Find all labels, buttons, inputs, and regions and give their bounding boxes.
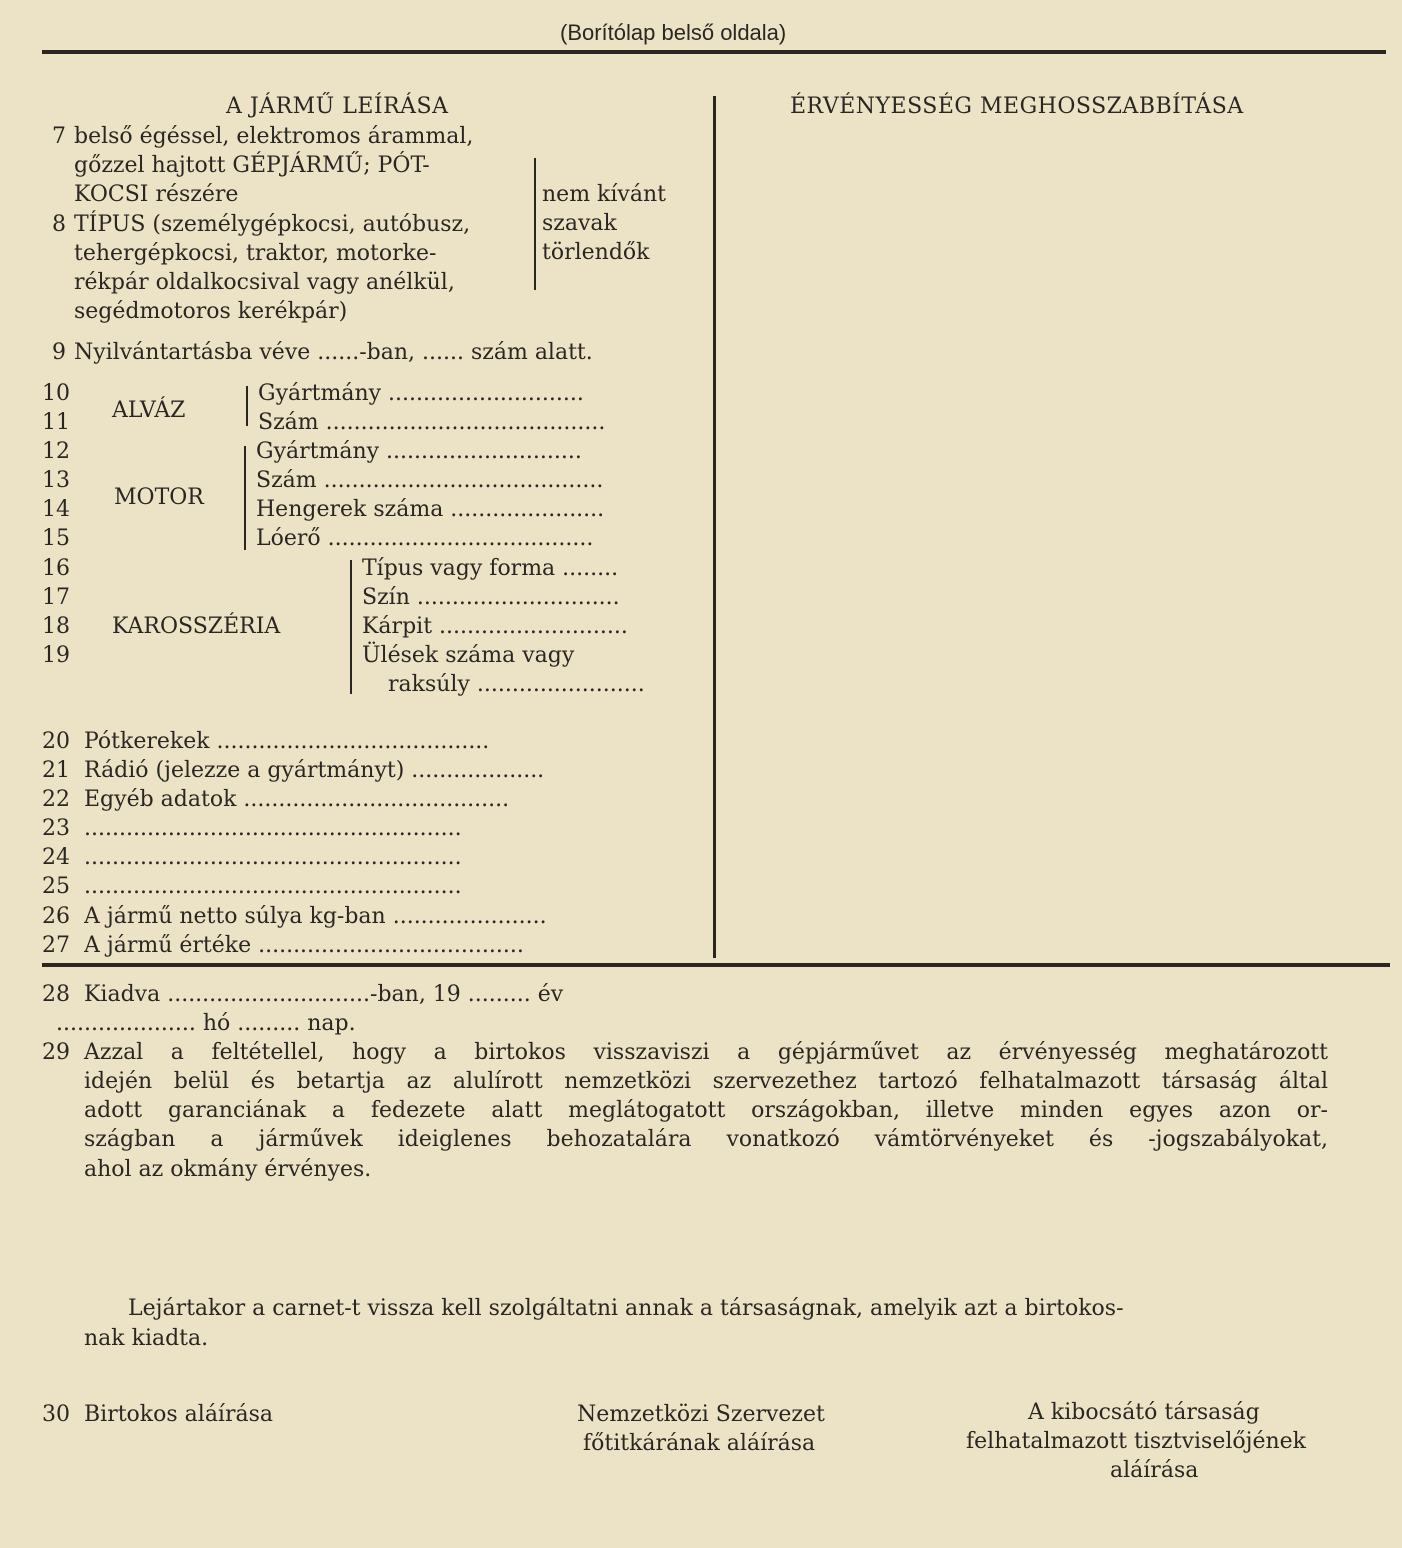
condition-line-3: adott garanciának a fedezete alatt meglátogatott országokban, illetve minden egyes azon or- bbox=[84, 1098, 1328, 1123]
top-rule bbox=[42, 50, 1386, 54]
issuer-signature-line-1: A kibocsátó társaság bbox=[1028, 1400, 1260, 1425]
motor-horsepower-field: Lóerő ...................................... bbox=[256, 526, 594, 551]
item-8-line-2: tehergépkocsi, traktor, motorke- bbox=[74, 241, 437, 266]
issued-line-1: Kiadva .............................-ban, 19 ......... év bbox=[84, 982, 564, 1007]
item-number-25: 25 bbox=[42, 874, 70, 899]
condition-line-5: ahol az okmány érvényes. bbox=[84, 1157, 372, 1182]
blank-line-25: ...................................................... bbox=[84, 874, 462, 899]
body-upholstery-field: Kárpit ........................... bbox=[362, 614, 628, 639]
item-8-line-1: TÍPUS (személygépkocsi, autóbusz, bbox=[74, 212, 471, 237]
karosszeria-brace bbox=[350, 560, 352, 694]
item-8-line-4: segédmotoros kerékpár) bbox=[74, 299, 348, 324]
alvaz-number-field: Szám ........................................ bbox=[258, 410, 606, 435]
condition-line-4: szágban a járművek ideiglenes behozatalára vonatkozó vámtörvényeket és -jogszabályokat, bbox=[84, 1127, 1328, 1152]
item-number-13: 13 bbox=[42, 468, 70, 493]
item-number-26: 26 bbox=[42, 904, 70, 929]
item-number-10: 10 bbox=[42, 381, 70, 406]
blank-line-24: ...................................................... bbox=[84, 845, 462, 870]
note-line-2: szavak bbox=[542, 211, 617, 236]
item-number-29: 29 bbox=[42, 1040, 70, 1065]
motor-number-field: Szám ........................................ bbox=[256, 468, 604, 493]
item-7-line-2: gőzzel hajtott GÉPJÁRMŰ; PÓT- bbox=[74, 153, 430, 178]
page-caption: (Borítólap belső oldala) bbox=[560, 20, 787, 45]
vehicle-description-title: A JÁRMŰ LEÍRÁSA bbox=[226, 94, 449, 119]
condition-line-1: Azzal a feltétellel, hogy a birtokos visszaviszi a gépjárművet az érvényesség meghatározott bbox=[84, 1040, 1328, 1065]
spare-wheels-field: Pótkerekek ....................................... bbox=[84, 729, 490, 754]
motor-make-field: Gyártmány ............................ bbox=[256, 439, 582, 464]
item-7-line-1: belső égéssel, elektromos árammal, bbox=[74, 124, 474, 149]
issued-line-2: .................... hó ......... nap. bbox=[56, 1011, 356, 1036]
note-line-3: törlendők bbox=[542, 240, 650, 265]
item-number-18: 18 bbox=[42, 614, 70, 639]
item-number-15: 15 bbox=[42, 526, 70, 551]
item-number-7: 7 bbox=[52, 124, 66, 149]
org-signature-line-2: főtitkárának aláírása bbox=[583, 1431, 816, 1456]
alvaz-brace bbox=[246, 386, 248, 426]
org-signature-line-1: Nemzetközi Szervezet bbox=[577, 1402, 825, 1427]
condition-line-2: idején belül és betartja az alulírott nemzetközi szervezethez tartozó felhatalmazott társaság által bbox=[84, 1069, 1328, 1094]
item-number-8: 8 bbox=[52, 212, 66, 237]
vehicle-value-field: A jármű értéke ...................................... bbox=[84, 933, 524, 958]
motor-label: MOTOR bbox=[114, 485, 204, 510]
motor-brace bbox=[244, 446, 246, 550]
panel-divider bbox=[713, 96, 716, 958]
holder-signature-label: Birtokos aláírása bbox=[84, 1402, 274, 1427]
alvaz-make-field: Gyártmány ............................ bbox=[258, 381, 584, 406]
alvaz-label: ALVÁZ bbox=[112, 398, 186, 423]
item-number-9: 9 bbox=[52, 340, 66, 365]
item-8-line-3: rékpár oldalkocsival vagy anélkül, bbox=[74, 270, 455, 295]
return-note-line-2: nak kiadta. bbox=[84, 1326, 209, 1351]
body-type-field: Típus vagy forma ........ bbox=[362, 556, 619, 581]
item-number-14: 14 bbox=[42, 497, 70, 522]
body-payload-field: raksúly ........................ bbox=[388, 672, 645, 697]
item-number-27: 27 bbox=[42, 933, 70, 958]
net-weight-field: A jármű netto súlya kg-ban ...................... bbox=[84, 904, 547, 929]
issuer-signature-line-3: aláírása bbox=[1110, 1458, 1199, 1483]
note-bracket bbox=[534, 158, 536, 290]
issuer-signature-line-2: felhatalmazott tisztviselőjének bbox=[966, 1429, 1306, 1454]
return-note-line-1: Lejártakor a carnet-t vissza kell szolgáltatni annak a társaságnak, amelyik azt a birtokos- bbox=[128, 1296, 1124, 1321]
body-seats-label: Ülések száma vagy bbox=[362, 643, 575, 668]
blank-line-23: ...................................................... bbox=[84, 816, 462, 841]
item-number-30: 30 bbox=[42, 1402, 70, 1427]
item-number-19: 19 bbox=[42, 643, 70, 668]
item-7-line-3: KOCSI részére bbox=[74, 182, 239, 207]
item-number-23: 23 bbox=[42, 816, 70, 841]
body-color-field: Szín ............................. bbox=[362, 585, 620, 610]
item-number-21: 21 bbox=[42, 758, 70, 783]
item-number-11: 11 bbox=[42, 410, 70, 435]
validity-extension-title: ÉRVÉNYESSÉG MEGHOSSZABBÍTÁSA bbox=[790, 94, 1244, 119]
karosszeria-label: KAROSSZÉRIA bbox=[112, 614, 281, 639]
radio-field: Rádió (jelezze a gyártmányt) ................... bbox=[84, 758, 545, 783]
item-number-20: 20 bbox=[42, 729, 70, 754]
note-line-1: nem kívánt bbox=[542, 182, 666, 207]
item-number-16: 16 bbox=[42, 556, 70, 581]
motor-cylinders-field: Hengerek száma ...................... bbox=[256, 497, 605, 522]
item-9-registration: Nyilvántartásba véve ......-ban, ...... szám alatt. bbox=[74, 340, 593, 365]
other-data-field: Egyéb adatok ...................................... bbox=[84, 787, 510, 812]
item-number-28: 28 bbox=[42, 982, 70, 1007]
item-number-22: 22 bbox=[42, 787, 70, 812]
item-number-12: 12 bbox=[42, 439, 70, 464]
item-number-17: 17 bbox=[42, 585, 70, 610]
item-number-24: 24 bbox=[42, 845, 70, 870]
middle-rule bbox=[42, 963, 1390, 967]
